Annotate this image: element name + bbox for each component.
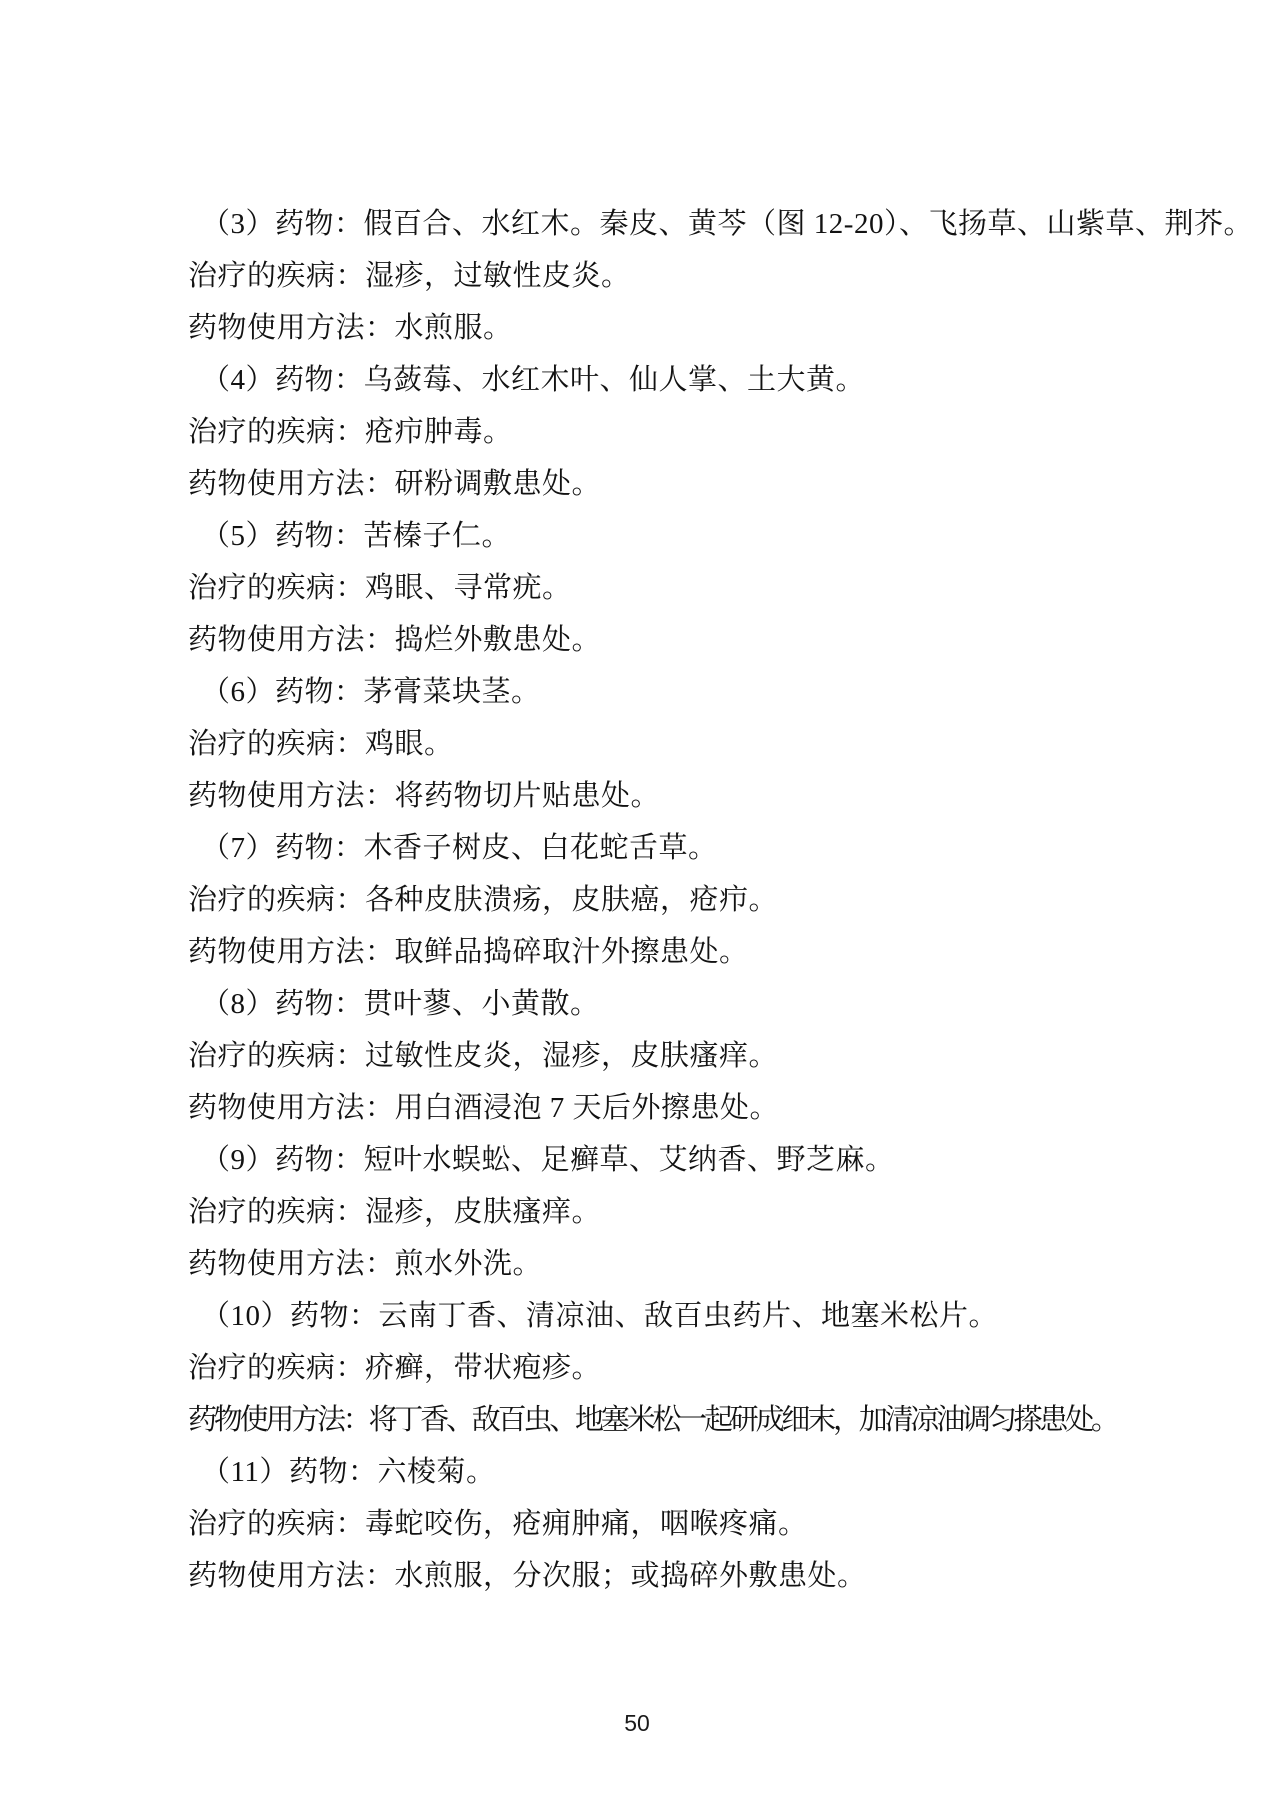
disease-value: 鸡眼。 — [365, 728, 454, 760]
method-label: 药物使用方法： — [188, 1560, 395, 1592]
method-label: 药物使用方法： — [188, 312, 395, 344]
drug-value: 贯叶蓼、小黄散。 — [363, 988, 600, 1020]
method-label: 药物使用方法： — [188, 1248, 395, 1280]
medicine-entry — [188, 1446, 1104, 1602]
method-label: 药物使用方法： — [188, 624, 395, 656]
entry-disease-line — [188, 1498, 1104, 1550]
drug-value: 茅膏菜块茎。 — [363, 676, 541, 708]
medicine-entry — [188, 198, 1253, 354]
disease-value: 过敏性皮炎，湿疹，皮肤瘙痒。 — [365, 1040, 779, 1072]
method-label: 药物使用方法： — [188, 936, 395, 968]
entry-method-line — [188, 1550, 1104, 1602]
drug-value: 苦榛子仁。 — [363, 520, 512, 552]
entry-drug-line — [188, 666, 1104, 718]
drug-label: 药物： — [275, 1144, 364, 1176]
disease-label: 治疗的疾病： — [188, 1352, 366, 1384]
disease-label: 治疗的疾病： — [188, 1040, 366, 1072]
disease-label: 治疗的疾病： — [188, 260, 366, 292]
method-value: 用白酒浸泡 7 天后外擦患处。 — [394, 1092, 780, 1124]
medicine-entry — [188, 978, 1104, 1134]
entry-drug-line — [188, 1290, 1104, 1342]
drug-label: 药物： — [288, 1456, 378, 1488]
drug-label: 药物： — [275, 208, 364, 240]
entry-drug-line — [188, 1134, 1104, 1186]
entry-disease-line — [188, 874, 1104, 926]
entry-disease-line — [188, 562, 1104, 614]
medicine-entry — [188, 510, 1104, 666]
entry-drug-line — [188, 978, 1104, 1030]
method-value: 水煎服。 — [394, 312, 513, 344]
drug-label: 药物： — [275, 364, 364, 396]
drug-value: 假百合、水红木。秦皮、黄芩（图 12-20）、飞扬草、山紫草、荆芥。 — [363, 208, 1253, 240]
method-value: 将丁香、敌百虫、地塞米松一起研成细末，加清凉油调匀搽患处。 — [368, 1404, 1117, 1436]
entry-number: （7） — [201, 832, 276, 864]
medicine-entry — [188, 822, 1104, 978]
entry-number: （4） — [201, 364, 276, 396]
method-value: 将药物切片贴患处。 — [394, 780, 661, 812]
entry-method-line — [188, 770, 1104, 822]
medicine-entry — [188, 666, 1104, 822]
entry-number: （6） — [201, 676, 276, 708]
drug-value: 短叶水蜈蚣、足癣草、艾纳香、野芝麻。 — [363, 1144, 895, 1176]
disease-label: 治疗的疾病： — [188, 416, 366, 448]
drug-value: 木香子树皮、白花蛇舌草。 — [363, 832, 718, 864]
entry-disease-line — [188, 250, 1104, 302]
method-label: 药物使用方法： — [188, 1404, 369, 1436]
method-label: 药物使用方法： — [188, 780, 395, 812]
method-label: 药物使用方法： — [188, 1092, 395, 1124]
medicine-entry — [188, 354, 1104, 510]
method-value: 取鲜品捣碎取汁外擦患处。 — [394, 936, 749, 968]
method-value: 研粉调敷患处。 — [394, 468, 602, 500]
entry-method-line — [188, 1394, 1117, 1446]
entry-disease-line — [188, 406, 1104, 458]
drug-label: 药物： — [275, 520, 364, 552]
method-value: 煎水外洗。 — [394, 1248, 543, 1280]
method-label: 药物使用方法： — [188, 468, 395, 500]
entry-method-line — [188, 926, 1104, 978]
disease-value: 各种皮肤溃疡，皮肤癌，疮疖。 — [365, 884, 779, 916]
disease-label: 治疗的疾病： — [188, 572, 366, 604]
method-value: 水煎服，分次服；或捣碎外敷患处。 — [394, 1560, 867, 1592]
disease-value: 毒蛇咬伤，疮痈肿痛，咽喉疼痛。 — [365, 1508, 808, 1540]
drug-label: 药物： — [275, 832, 364, 864]
entry-disease-line — [188, 1030, 1104, 1082]
medicine-entry — [188, 1134, 1104, 1290]
disease-value: 鸡眼、寻常疣。 — [365, 572, 572, 604]
drug-label: 药物： — [290, 1300, 379, 1332]
entry-number: （10） — [201, 1300, 291, 1332]
drug-value: 六棱菊。 — [377, 1456, 496, 1488]
page-content — [188, 198, 1253, 1602]
entry-number: （11） — [201, 1456, 289, 1488]
entry-number: （5） — [201, 520, 276, 552]
entry-drug-line — [188, 822, 1104, 874]
entry-disease-line — [188, 718, 1104, 770]
entry-disease-line — [188, 1342, 1104, 1394]
entry-number: （9） — [201, 1144, 276, 1176]
drug-value: 云南丁香、清凉油、敌百虫药片、地塞米松片。 — [378, 1300, 999, 1332]
disease-value: 疮疖肿毒。 — [365, 416, 513, 448]
drug-value: 乌蔹莓、水红木叶、仙人掌、土大黄。 — [363, 364, 866, 396]
entry-drug-line — [188, 1446, 1104, 1498]
entry-method-line — [188, 1238, 1104, 1290]
drug-label: 药物： — [275, 676, 364, 708]
entry-number: （8） — [201, 988, 276, 1020]
disease-value: 湿疹，皮肤瘙痒。 — [365, 1196, 602, 1228]
entry-method-line — [188, 1082, 1104, 1134]
entry-disease-line — [188, 1186, 1104, 1238]
disease-value: 疥癣，带状疱疹。 — [365, 1352, 602, 1384]
page-number: 50 — [624, 1710, 650, 1736]
entry-drug-line — [188, 510, 1104, 562]
entry-drug-line — [188, 354, 1104, 406]
method-value: 捣烂外敷患处。 — [394, 624, 602, 656]
entry-number: （3） — [201, 208, 276, 240]
disease-label: 治疗的疾病： — [188, 728, 366, 760]
disease-label: 治疗的疾病： — [188, 1196, 366, 1228]
medicine-entry — [188, 1290, 1117, 1446]
disease-value: 湿疹，过敏性皮炎。 — [365, 260, 631, 292]
disease-label: 治疗的疾病： — [188, 1508, 366, 1540]
entry-method-line — [188, 458, 1104, 510]
entry-method-line — [188, 614, 1104, 666]
disease-label: 治疗的疾病： — [188, 884, 366, 916]
entry-drug-line — [188, 198, 1253, 250]
entry-method-line — [188, 302, 1104, 354]
drug-label: 药物： — [275, 988, 364, 1020]
